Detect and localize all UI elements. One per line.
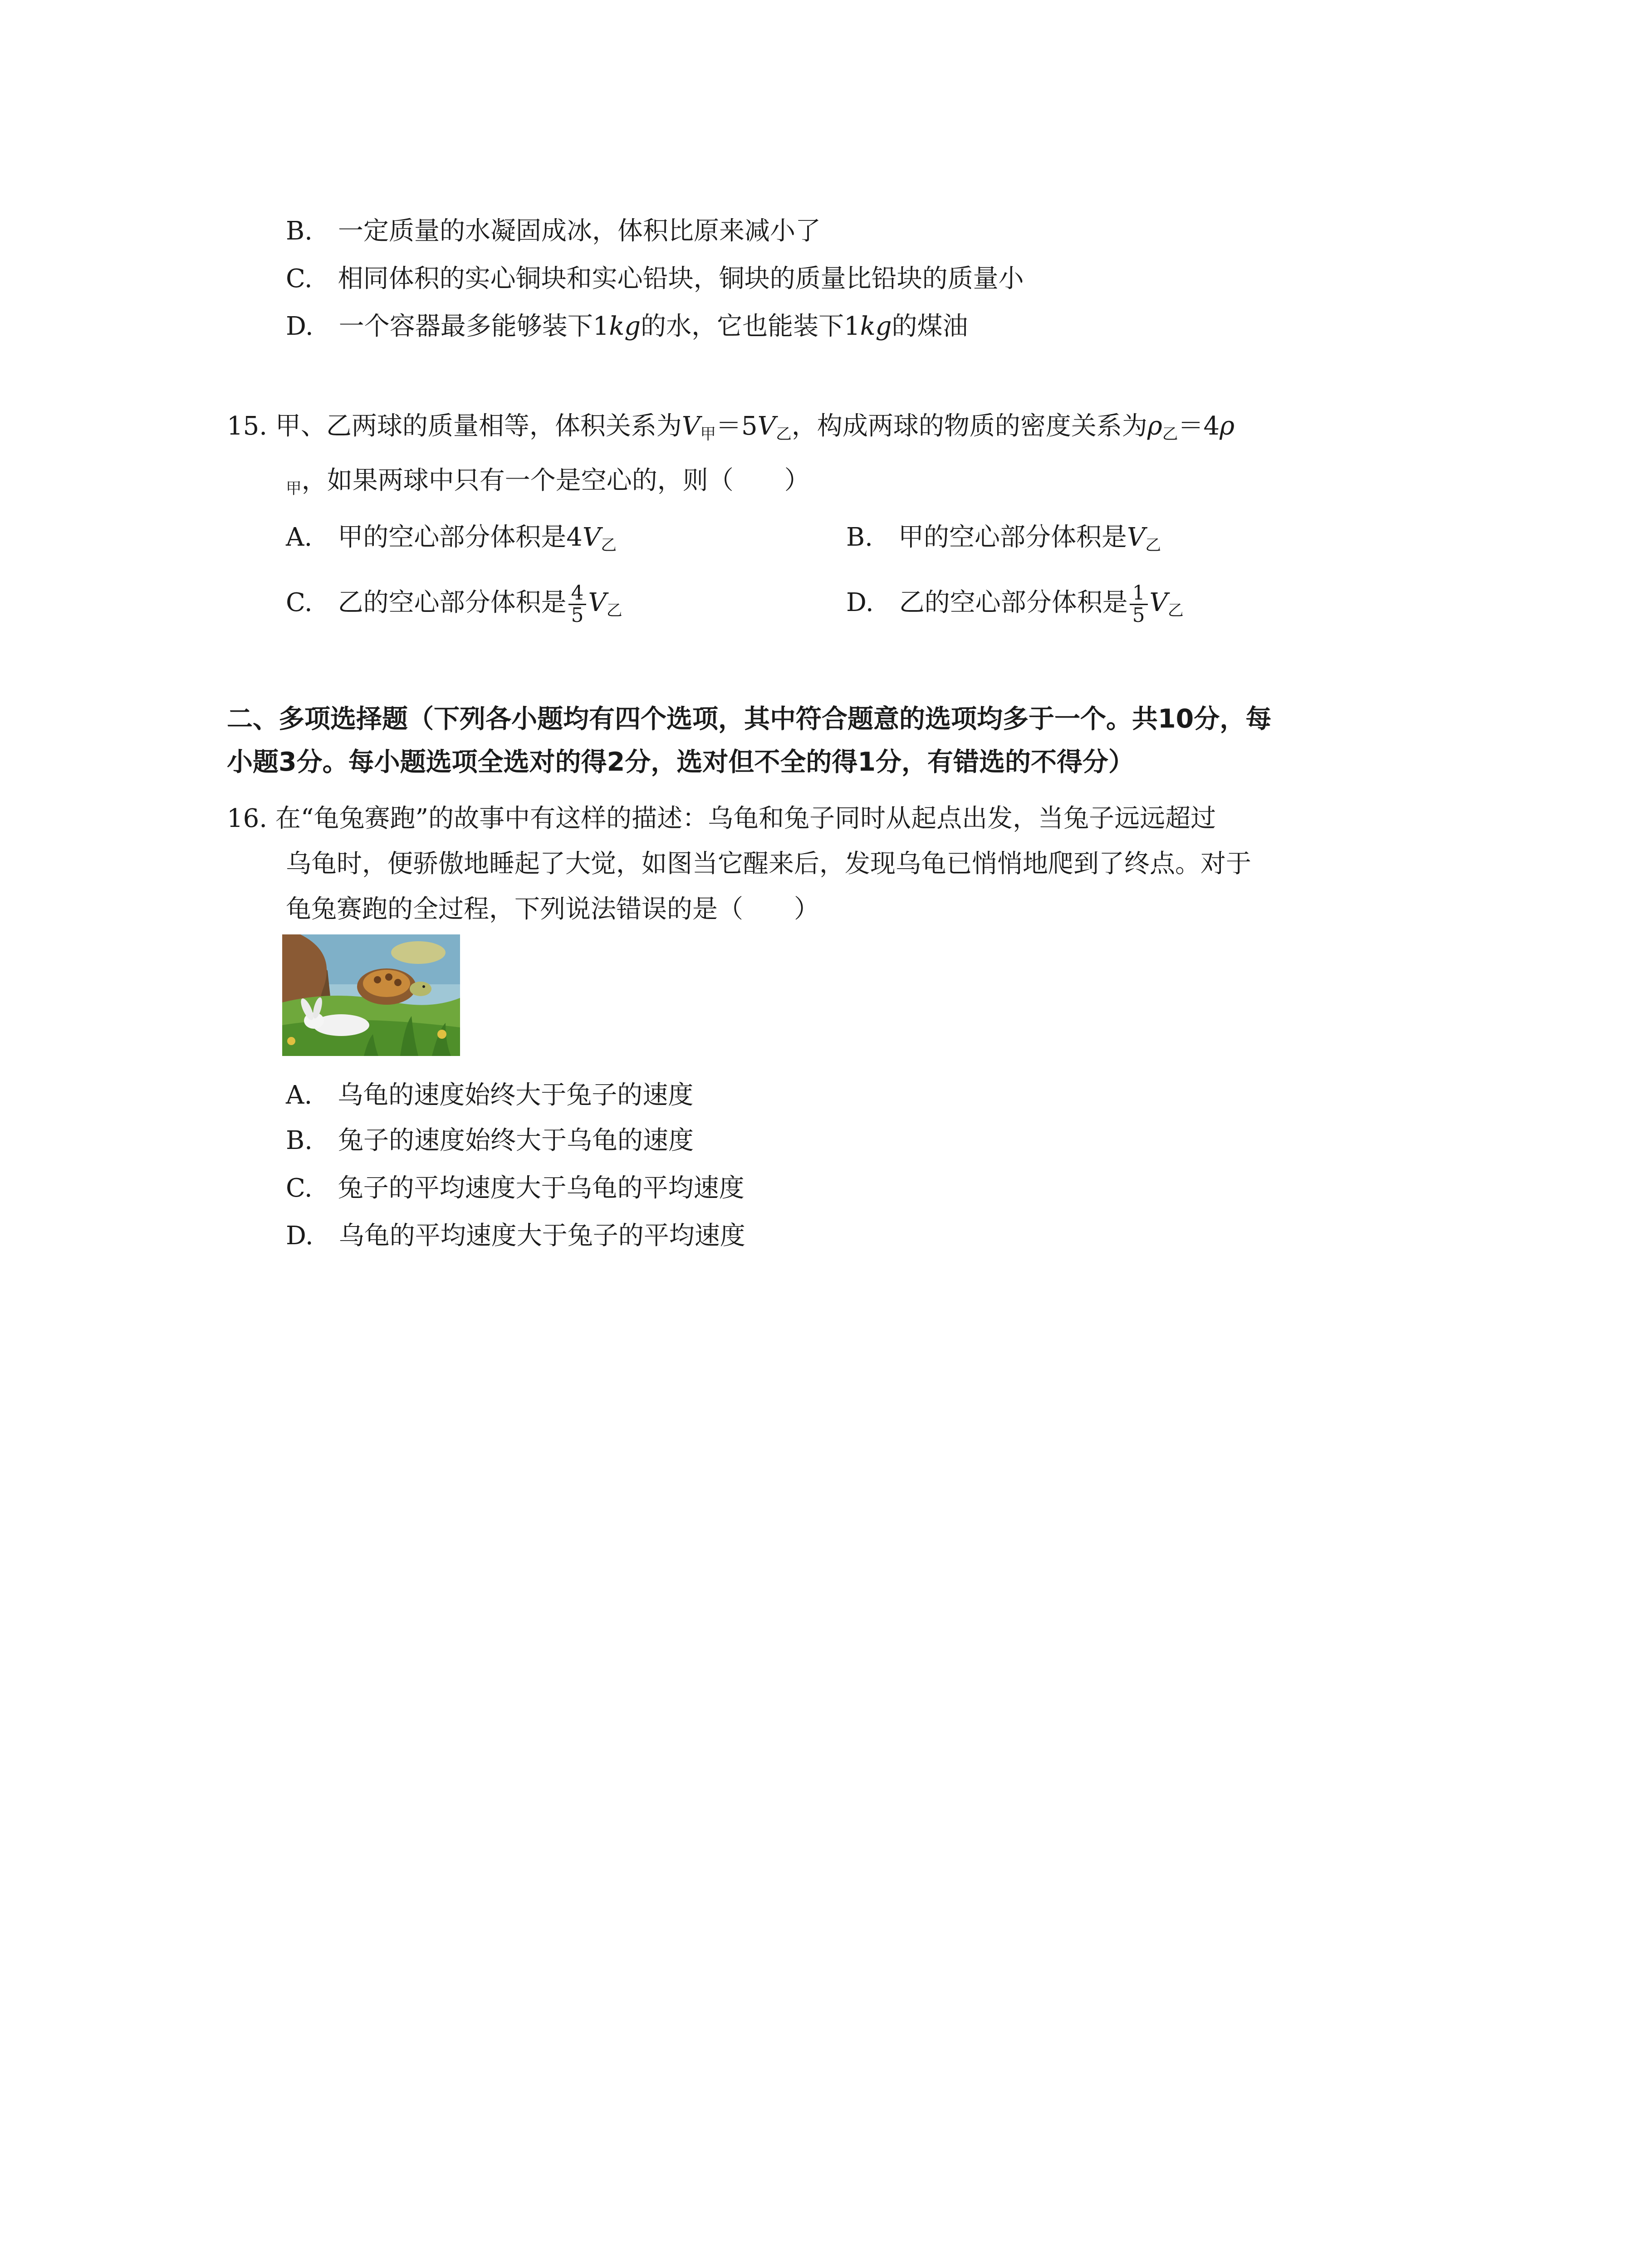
section-2-heading-line-2: 小题3分。每小题选项全选对的得2分，选对但不全的得1分，有错选的不得分） [227,747,1134,777]
section-2-heading-line-1: 二、多项选择题（下列各小题均有四个选项，其中符合题意的选项均多于一个。共10分，每 [227,704,1272,734]
q15-option-d: D. 乙的空心部分体积是 $\frac{1}{5}$ $V_乙$ [846,582,1184,627]
q16-option-b: B. 兔子的速度始终大于乌龟的速度 [286,1126,694,1155]
q16-stem-line-2: 乌龟时，便骄傲地睡起了大觉，如图当它醒来后，发现乌龟已悄悄地爬到了终点。对于 [286,849,1251,879]
q15-stem-line-2: $_甲$，如果两球中只有一个是空心的，则（ ） [286,466,810,498]
tortoise-hare-illustration [282,934,460,1056]
q16-stem-line-1: 16. 在“龟兔赛跑”的故事中有这样的描述：乌龟和兔子同时从起点出发，当兔子远远超过 [227,804,1216,833]
q14-option-c: C. 相同体积的实心铜块和实心铅块，铜块的质量比铅块的质量小 [286,264,1024,293]
q15-option-c-fraction: $\frac{4}{5}$ [568,583,587,626]
q14-option-d: D. 一个容器最多能够装下1kg的水，它也能装下1kg的煤油 [286,312,968,341]
q15-option-a: A. 甲的空心部分体积是$4V_乙$ [286,523,617,555]
q16-option-c: C. 兔子的平均速度大于乌龟的平均速度 [286,1173,745,1203]
q15-option-d-fraction: $\frac{1}{5}$ [1130,583,1148,626]
q15-option-b: B. 甲的空心部分体积是$V_乙$ [846,523,1161,555]
q15-stem-line-1: 15. 甲、乙两球的质量相等，体积关系为$V_甲=5V_乙$，构成两球的物质的密度关系为$\rho_乙=4\rho$ [227,411,1235,444]
q16-option-d: D. 乌龟的平均速度大于兔子的平均速度 [286,1221,745,1251]
q16-option-a: A. 乌龟的速度始终大于兔子的速度 [286,1080,694,1110]
q16-stem-line-3: 龟兔赛跑的全过程，下列说法错误的是（ ） [286,894,819,924]
q15-option-c: C. 乙的空心部分体积是 $\frac{4}{5}$ $V_乙$ [286,582,622,627]
q14-option-b: B. 一定质量的水凝固成冰，体积比原来减小了 [286,216,821,246]
